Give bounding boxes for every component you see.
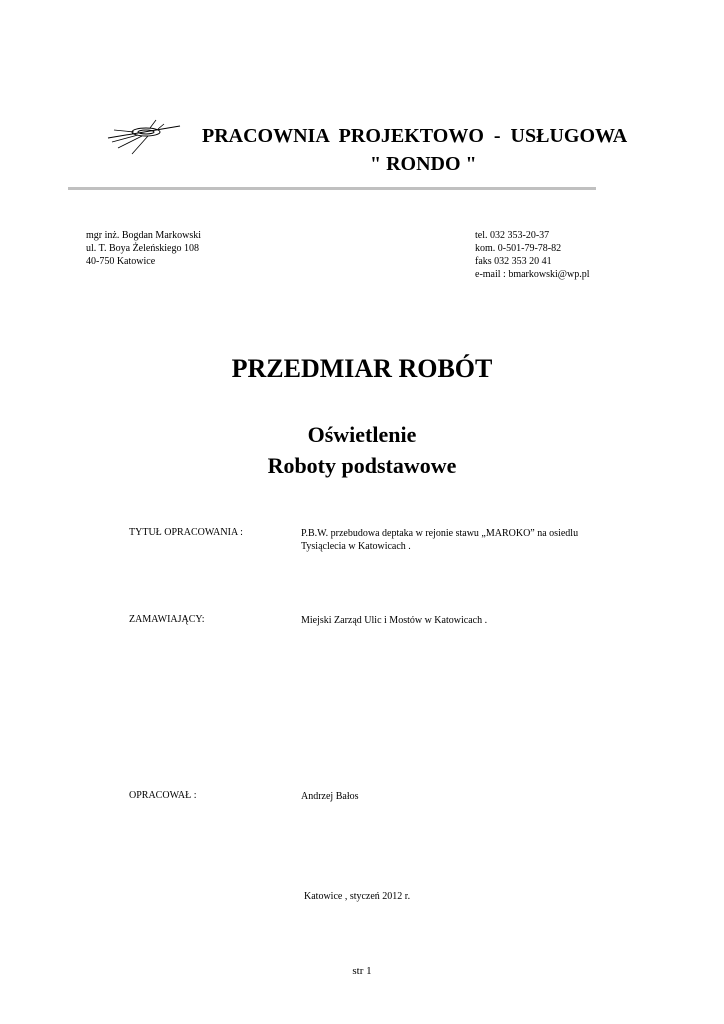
contact-tel: tel. 032 353-20-37 [475,230,550,241]
subtitle-line2: Roboty podstawowe [267,453,457,478]
author-label: OPRACOWAŁ : [129,790,197,801]
title-value-line2: Tysiąclecia w Katowicach . [301,541,411,552]
contact-mobile: kom. 0-501-79-78-82 [475,243,562,254]
contact-city: 40-750 Katowice [86,256,156,267]
rondo-logo-icon [104,116,182,156]
header-divider [68,187,596,190]
subtitle-line1: Oświetlenie [307,422,417,447]
contact-name: mgr inż. Bogdan Markowski [86,230,201,241]
place-date: Katowice , styczeń 2012 r. [304,891,411,902]
client-value: Miejski Zarząd Ulic i Mostów w Katowicach . [301,615,488,626]
client-label: ZAMAWIAJĄCY: [129,614,205,625]
document-title: PRZEDMIAR ROBÓT [231,354,493,383]
document-subtitle [0,419,724,481]
firm-name-line1: PRACOWNIA PROJEKTOWO - USŁUGOWA [202,125,628,147]
contact-street: ul. T. Boya Żeleńskiego 108 [86,243,199,254]
author-value: Andrzej Bałos [301,791,359,802]
title-value [301,527,578,553]
title-label: TYTUŁ OPRACOWANIA : [129,527,243,538]
firm-name [202,122,682,178]
contact-email: e-mail : bmarkowski@wp.pl [475,269,590,280]
contact-address [86,229,201,268]
contact-phones [475,229,589,281]
firm-name-line2: " RONDO " [370,153,477,175]
contact-fax: faks 032 353 20 41 [475,256,552,267]
page-number: str 1 [352,965,372,977]
title-value-line1: P.B.W. przebudowa deptaka w rejonie stawu „MAROKO” na osiedlu [301,528,579,539]
